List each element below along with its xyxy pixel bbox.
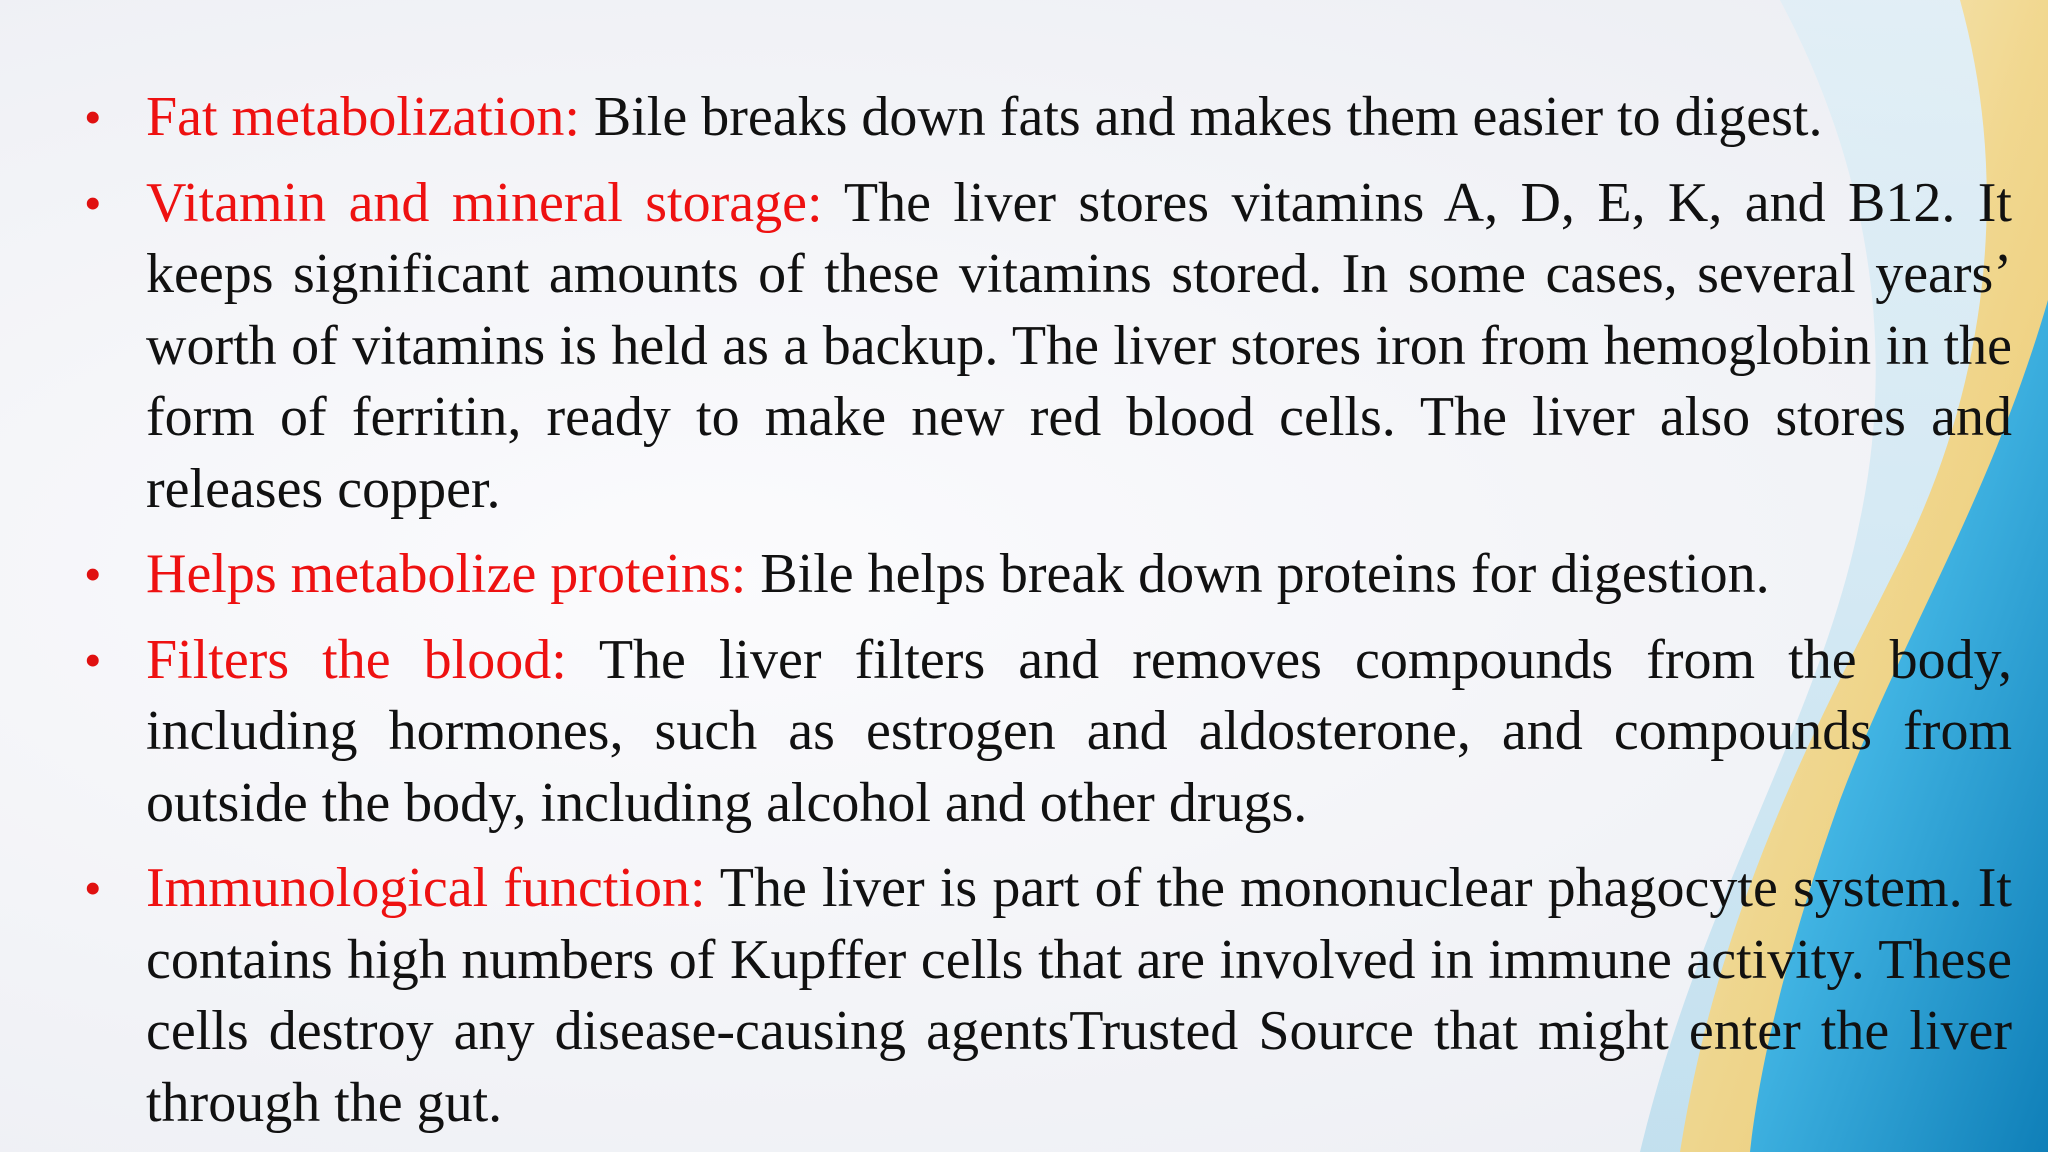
bullet-item-fat-metabolization	[84, 82, 2012, 154]
bullet-term: Fat metabolization:	[146, 86, 580, 148]
bullet-list	[84, 82, 2012, 1139]
bullet-dot-icon: •	[84, 174, 102, 231]
bullet-text: The liver stores vitamins A, D, E, K, and B12. It keeps significant amounts of these vitamins stored. In some cases, several years’ worth of vitamins is held as a backup. The liver stores iron from hemoglobin in the form of ferritin, ready to make new red blood cells. The liver also stores and releases copper.	[146, 171, 2012, 520]
bullet-dot-icon: •	[84, 860, 102, 916]
bullet-term: Filters the blood:	[146, 628, 567, 691]
bullet-text: Bile breaks down fats and makes them easier to digest.	[593, 86, 1823, 148]
bullet-term: Vitamin and mineral storage:	[146, 171, 823, 234]
bullet-text: Bile helps break down proteins for digestion.	[760, 543, 1770, 605]
bullet-dot-icon: •	[84, 546, 102, 602]
bullet-text: The liver filters and removes compounds from the body, including hormones, such as estrogen and aldosterone, and compounds from outside the body, including alcohol and other drugs.	[146, 628, 2012, 834]
bullet-item-vitamin-mineral-storage	[84, 168, 2012, 526]
bullet-dot-icon: •	[84, 631, 102, 688]
bullet-term: Helps metabolize proteins:	[146, 543, 747, 605]
bullet-item-metabolize-proteins	[84, 539, 2012, 611]
bullet-term: Immunological function:	[146, 857, 706, 919]
bullet-item-filters-blood	[84, 625, 2012, 840]
bullet-item-immunological-function	[84, 853, 2012, 1139]
slide-content	[84, 82, 2012, 1152]
bullet-text: The liver is part of the mononuclear phagocyte system. It contains high numbers of Kupffer cells that are involved in immune activity. These cells destroy any disease-causing agentsTrusted Source that might enter the liver through the gut.	[146, 857, 2012, 1134]
bullet-dot-icon: •	[84, 89, 102, 145]
